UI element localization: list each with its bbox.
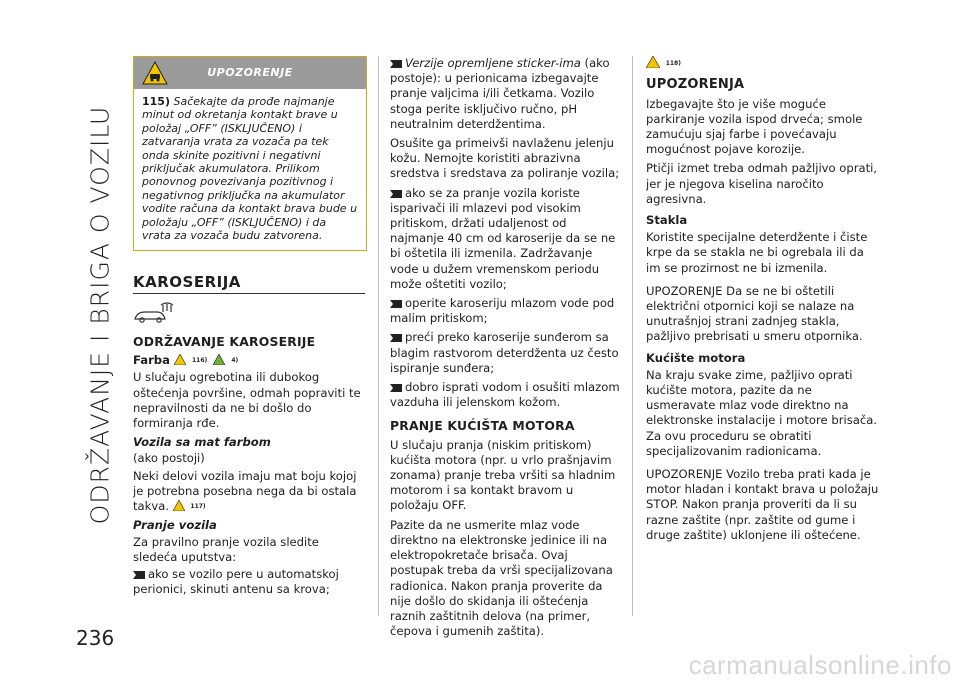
bullet-item: [390, 296, 622, 326]
engine-wash-heading: PRANJE KUĆIŠTA MOTORA: [390, 418, 575, 434]
warning-number: 115): [142, 95, 170, 108]
bullet-icon: [390, 190, 402, 198]
bullet-item: [390, 186, 622, 292]
drying-text: Osušite ga primeivši navlaženu jelenju kožu. Nemojte koristiti abrazivna sredstva i sredstava za poliranje vozila;: [390, 136, 620, 181]
bullet-text: ako se vozilo pere u automatskoj perionici, skinuti antenu sa krova;: [133, 566, 339, 597]
bullet-icon: [390, 60, 402, 68]
bullet-icon: [390, 384, 402, 392]
paint-text: U slučaju ogrebotina ili dubokog oštećenja površine, odmah popraviti te nepravilnosti da ne bi došlo do formiranja rđe.: [133, 370, 361, 430]
sticker-label: Verzije opremljene sticker-ima: [405, 56, 581, 70]
body-maintenance-heading: ODRŽAVANJE KAROSERIJE: [133, 333, 316, 349]
section-title: KAROSERIJA: [133, 275, 365, 293]
warning-triangle-icon: [173, 499, 189, 513]
engine-housing-subheading: Kućište motora: [646, 350, 746, 365]
wash-text: Za pravilno pranje vozila sledite sledeća uputstva:: [133, 534, 319, 564]
bullet-text: preći preko karoserije sunđerom sa blagim rastvorom deterdženta uz često ispiranje sunđera;: [390, 330, 619, 375]
bullet-text: operite karoseriju mlazom vode pod malim pritiskom;: [390, 296, 615, 326]
warning-body: [134, 89, 366, 250]
paint-ref-1: 116): [192, 357, 208, 365]
column-2: [390, 56, 622, 643]
column-1: [133, 56, 365, 601]
engine-wash-text-1: U slučaju pranja (niskim pritiskom) kućišta motora (npr. u vrlo prašnjavim zonama) pranje treba vršiti sa hladnim motorom i sa kontakt bravom u položaju OFF.: [390, 437, 616, 513]
chapter-title-text: ODRŽAVANJE I BRIGA O VOZILU: [85, 105, 115, 525]
engine-housing-warning: UPOZORENJE Vozilo treba prati kada je motor hladan i kontakt brava u položaju STOP. Nakon pranja proveriti da li su razne zaštite (npr. zaštite od gume i druge zaštite) uklonjene ili oštećene.: [646, 466, 879, 542]
bullet-item: [390, 330, 622, 376]
bullet-text: dobro isprati vodom i osušiti mlazom vazduha ili jelenskom kožom.: [390, 380, 620, 410]
engine-housing-text: Na kraju svake zime, pažljivo oprati kućište motora, pazite da ne usmeravate mlaz vode direktno na elektronske instalacije i motore brisača. Za ovu proceduru se obratiti specijalizovanim radionicama.: [646, 367, 877, 458]
warning-text: Sačekajte da prođe najmanje minut od okretanja kontakt brave u položaj „OFF” (ISKLJUČENO) i zatvaranja vrata za vozača pa tek onda skinite pozitivni i negativni priključak akumulatora. Prilikom ponovnog povezivanja pozitivnog i negativnog priključka na akumulator vodite računa da kontakt brava bude u položaju „OFF” (ISKLJUČENO) i da vrata za vozača budu zatvorena.: [142, 95, 358, 243]
bullet-item: [133, 567, 365, 597]
bullet-text: ako se za pranje vozila koriste isparivači ili mlazevi pod visokim pritiskom, držati udaljenost od najmanje 40 cm od karoserije da se ne bi oštetila ili izmenila. Zadržavanje vode u dužem vremenskom periodu može oštetiti vozilo;: [390, 185, 616, 291]
bullet-icon: [133, 571, 145, 579]
glass-subheading: Stakla: [646, 212, 688, 227]
glass-warning: UPOZORENJE Da se ne bi oštetili električni otpornici koji se nalaze na unutrašnjoj strani zadnjeg stakla, pažljivo prebrisati u smeru otpornika.: [646, 283, 863, 344]
bullet-icon: [390, 334, 402, 342]
car-wash-icon: [133, 302, 365, 328]
warning-triangle-icon: [174, 353, 190, 367]
warning-ref: 118): [665, 60, 681, 67]
bullet-item: [390, 380, 622, 410]
column-divider: [378, 56, 379, 616]
warning-triangle-icon: [646, 56, 664, 70]
glass-text: Koristite specijalne deterdžente i čiste krpe da se stakla ne bi ogrebala ili da im se prozirnost ne bi izmenila.: [646, 230, 868, 275]
warnings-text-1: Izbegavajte što je više moguće parkiranje vozila ispod drveća; smole zamućuju sjaj farbe i povećavaju mogućnost pojave korozije.: [646, 96, 863, 157]
hazard-triangle-icon: [213, 353, 229, 367]
matte-optional: (ako postoji): [133, 451, 205, 466]
warning-ref-row: [646, 56, 882, 71]
matte-text: Neki delovi vozila imaju mat boju kojoj je potrebna posebna nega da bi ostala takva.: [133, 468, 357, 514]
chapter-side-title: [70, 30, 130, 600]
paint-ref-2: 4): [231, 357, 239, 365]
column-3: [646, 56, 882, 547]
matte-subheading: Vozila sa mat farbom: [133, 435, 271, 450]
paint-subheading: [133, 353, 365, 368]
engine-wash-text-2: Pazite da ne usmerite mlaz vode direktno na elektronske jedinice ili na elektropokretače brisača. Ovaj postupak treba da vrši specijalizovana radionica. Nakon pranja proverite da nije došlo do skidanja ili oštećenja raznih zaštitnih delova (na primer, čepova i gumenih zaštita).: [390, 517, 613, 639]
warning-title: UPOZORENJE: [207, 66, 293, 79]
matte-paragraph: [133, 469, 365, 515]
warning-header: [134, 57, 366, 89]
column-divider: [632, 56, 633, 616]
matte-ref: 117): [190, 503, 206, 511]
wash-subheading: Pranje vozila: [133, 518, 217, 533]
warning-box: [133, 56, 367, 251]
paint-label: Farba: [133, 353, 170, 368]
sticker-text: (ako postoje): u perionicama izbegavajte pranje valjcima i/ili četkama. Vozilo stoga perite isključivo ručno, pH neutralnim deterdžentima.: [390, 56, 610, 131]
bullet-icon: [390, 300, 402, 308]
warnings-heading: UPOZORENJA: [646, 77, 745, 93]
footer-watermark: carmanualsonline.info: [688, 650, 952, 680]
bullet-item: [390, 56, 622, 132]
warnings-text-2: Ptičji izmet treba odmah pažljivo oprati, jer je njegova kiselina naročito agresivna.: [646, 161, 878, 206]
page-number: 236: [76, 626, 115, 650]
